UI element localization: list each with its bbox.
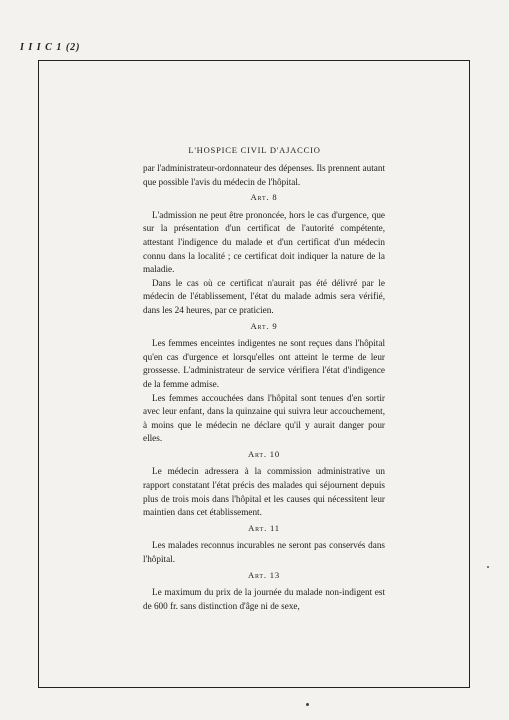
- margin-mark: [487, 566, 489, 568]
- article-heading-9: Art. 9: [250, 320, 278, 331]
- article-heading-10: Art. 10: [247, 448, 280, 459]
- paragraph-admission: L'admission ne peut être prononcée, hors le cas d'urgence, que sur la présentation d'un certificat de l'autorité compétente, attestant l'indigence du malade et d'un certificat d'un médecin connu dans la localité ; ce certificat doit indiquer la nature de la maladie.: [143, 209, 385, 275]
- page-body: [143, 162, 385, 613]
- paragraph-continuation: par l'administrateur-ordonnateur des dépenses. Ils prennent autant que possible l'avis du médecin de l'hôpital.: [143, 163, 385, 187]
- article-heading-8: Art. 8: [250, 192, 278, 203]
- page-mark: [306, 703, 309, 706]
- paragraph-delivered-women: Les femmes accouchées dans l'hôpital sont tenues d'en sortir avec leur enfant, dans la quinzaine qui suivra leur accouchement, à moins que le médecin ne déclare qu'il y aurait danger pour elles.: [143, 392, 385, 444]
- paragraph-report: Le médecin adressera à la commission administrative un rapport constatant l'état précis des malades qui séjournent depuis plus de trois mois dans l'hôpital et les causes qui nécessitent leur maintien dans cet établissement.: [143, 466, 385, 518]
- article-heading-11: Art. 11: [248, 522, 280, 533]
- paragraph-pregnant-women: Les femmes enceintes indigentes ne sont reçues dans l'hôpital qu'en cas d'urgence et lorsqu'elles ont atteint le terme de leur grossesse. L'administrateur de service vérifiera l'état d'indigence de la femme admise.: [143, 338, 385, 389]
- paragraph-maximum-price: Le maximum du prix de la journée du malade non-indigent est de 600 fr. sans distinction d'âge ni de sexe,: [143, 587, 385, 611]
- archive-reference: I I I C 1 (2): [20, 42, 81, 53]
- paragraph-incurables: Les malades reconnus incurables ne seront pas conservés dans l'hôpital.: [143, 540, 385, 565]
- paragraph-verification: Dans le cas où ce certificat n'aurait pas été délivré par le médecin de l'établissement, l'état du malade admis sera vérifié, dans les 24 heures, par ce praticien.: [143, 277, 385, 315]
- article-heading-13: Art. 13: [247, 569, 280, 580]
- running-title: L'HOSPICE CIVIL D'AJACCIO: [188, 145, 321, 155]
